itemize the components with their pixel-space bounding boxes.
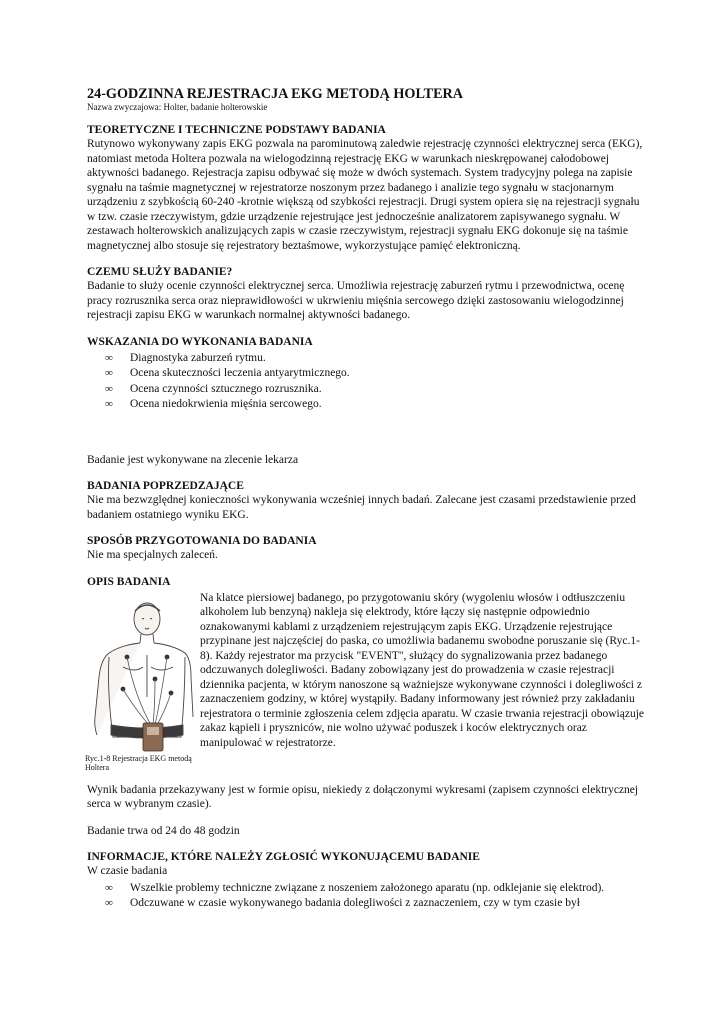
spacer [87,425,647,453]
section-body: Badanie to służy ocenie czynności elektrycznej serca. Umożliwia rejestrację zaburzeń rytmu i przewodnictwa, ocenę pracy rozrusznika serca oraz nieprawidłowości w ukrwieniu mięśnia sercowego dzięki zastosowaniu wielogodzinnej rejestracji zapisu EKG w warunkach normalnej aktywności badanego. [87,280,625,321]
list-item-text: Ocena skuteczności leczenia antyarytmicznego. [130,367,350,379]
infinity-bullet-icon: ∞ [105,881,113,894]
duration-paragraph: Badanie trwa od 24 do 48 godzin [87,824,240,837]
list-item-text: Ocena czynności sztucznego rozrusznika. [130,382,322,395]
figure-caption: Ryc.1-8 Rejestracja EKG metodą Holtera [85,753,192,772]
list-item-text: Ocena niedokrwienia mięśnia sercowego. [130,398,322,410]
list-item [87,397,647,413]
section-heading: INFORMACJE, KTÓRE NALEŻY ZGŁOSIĆ WYKONUJĄCEMU BADANIE [87,851,480,863]
referral-note: Badanie jest wykonywane na zlecenie lekarza [87,453,299,466]
holter-patient-drawing [85,597,195,755]
list-item [87,881,647,897]
infinity-bullet-icon: ∞ [105,382,113,395]
section-heading: SPOSÓB PRZYGOTOWANIA DO BADANIA [87,535,317,547]
section-poprzedzajace [87,479,647,522]
section-body: Nie ma bezwzględnej konieczności wykonywania wcześniej innych badań. Zalecane jest czasami przedstawienie przed badaniem ostatniego wyniku EKG. [87,494,636,521]
list-item-text: Odczuwane w czasie wykonywanego badania dolegliwości z zaznaczeniem, czy w tym czasie był [130,897,580,909]
opis-body: Na klatce piersiowej badanego, po przygotowaniu skóry (wygoleniu włosów i odtłuszczeniu alkoholem lub benzyną) nakleja się elektrody, które łączy się następnie odpowiednio oznakowanymi kablami z urządzeniem rejestrującym zapis EKG. Urządzenie rejestrujące przypinane jest najczęściej do paska, co umożliwia badanemu swobodne poruszanie się (Ryc.1-8). Każdy rejestrator ma przycisk "EVENT", służący do sygnalizowania przez badanego odczuwanych dolegliwości. Badany zobowiązany jest do prowadzenia w czasie rejestracji dziennika pacjenta, w którym nanoszone są ważniejsze wykonywane czynności i dolegliwości z zaznaczeniem godziny, w której wystąpiły. Badany informowany jest również przy zakładaniu rejestratora o terminie zgłoszenia celem zdjęcia aparatu. W czasie trwania rejestracji obowiązuje zakaz kąpieli i pryszniców, nie wolno używać poduszek i koców elektrycznych oraz manipulować w rejestratorze. [200,591,645,749]
list-item [87,366,647,382]
list-item [87,351,647,367]
infinity-bullet-icon: ∞ [105,351,113,364]
document-title: 24-GODZINNA REJESTRACJA EKG METODĄ HOLTERA [87,86,464,102]
section-intro: W czasie badania [87,865,168,877]
opis-layout [87,591,647,783]
section-heading: WSKAZANIA DO WYKONANIA BADANIA [87,335,313,348]
indications-list [87,351,647,413]
section-informacje [87,850,647,912]
section-teoria [87,123,647,253]
document-page [87,86,647,924]
section-czemu [87,265,647,323]
list-item [87,896,647,912]
list-item-text: Wszelkie problemy techniczne związane z noszeniem założonego aparatu (np. odklejanie się elektrod). [130,881,605,894]
infinity-bullet-icon: ∞ [105,897,113,909]
section-heading: BADANIA POPRZEDZAJĄCE [87,480,244,492]
section-body: Nie ma specjalnych zaleceń. [87,549,218,561]
section-przygotowanie [87,534,647,563]
list-item [87,382,647,398]
infinity-bullet-icon: ∞ [105,398,113,410]
document-subtitle: Nazwa zwyczajowa: Holter, badanie holterowskie [87,102,268,112]
result-paragraph: Wynik badania przekazywany jest w formie opisu, niekiedy z dołączonymi wykresami (zapisem czynności elektrycznej serca w wybranym czasie). [87,783,639,810]
section-wskazania [87,335,647,413]
report-list [87,881,647,912]
section-body: Rutynowo wykonywany zapis EKG pozwala na parominutową zaledwie rejestrację czynności elektrycznej serca (EKG), natomiast metoda Holtera pozwala na wielogodzinną rejestrację EKG w warunkach nieskrępowanej całodobowej aktywności badanego. Rejestracja zapisu odbywać się może w dwóch systemach. System tradycyjny polega na zapisie sygnału na taśmie magnetycznej w rejestratorze noszonym przez badanego i analizie tego sygnału w stacjonarnym urządzeniu z szybkością 60-240 -krotnie większą od szybkości rejestracji. Drugi system opiera się na rejestracji sygnału w tzw. czasie rzeczywistym, gdzie urządzenie rejestrujące jest jednocześnie analizatorem zapisywanego sygnału. W zestawach holterowskich analizujących zapis w czasie rzeczywistym, rejestracji sygnału EKG dokonuje się na taśmie magnetycznej albo stosuje się rejestratory beztaśmowe, wykorzystujące pamięć elektroniczną. [87,138,643,252]
infinity-bullet-icon: ∞ [105,367,113,379]
section-heading: CZEMU SŁUŻY BADANIE? [87,266,233,278]
section-zlecenie [87,453,647,468]
section-opis [87,575,647,839]
section-heading: TEORETYCZNE I TECHNICZNE PODSTAWY BADANIA [87,124,386,136]
list-item-text: Diagnostyka zaburzeń rytmu. [130,351,266,364]
section-heading: OPIS BADANIA [87,575,171,588]
holter-illustration [85,597,195,777]
